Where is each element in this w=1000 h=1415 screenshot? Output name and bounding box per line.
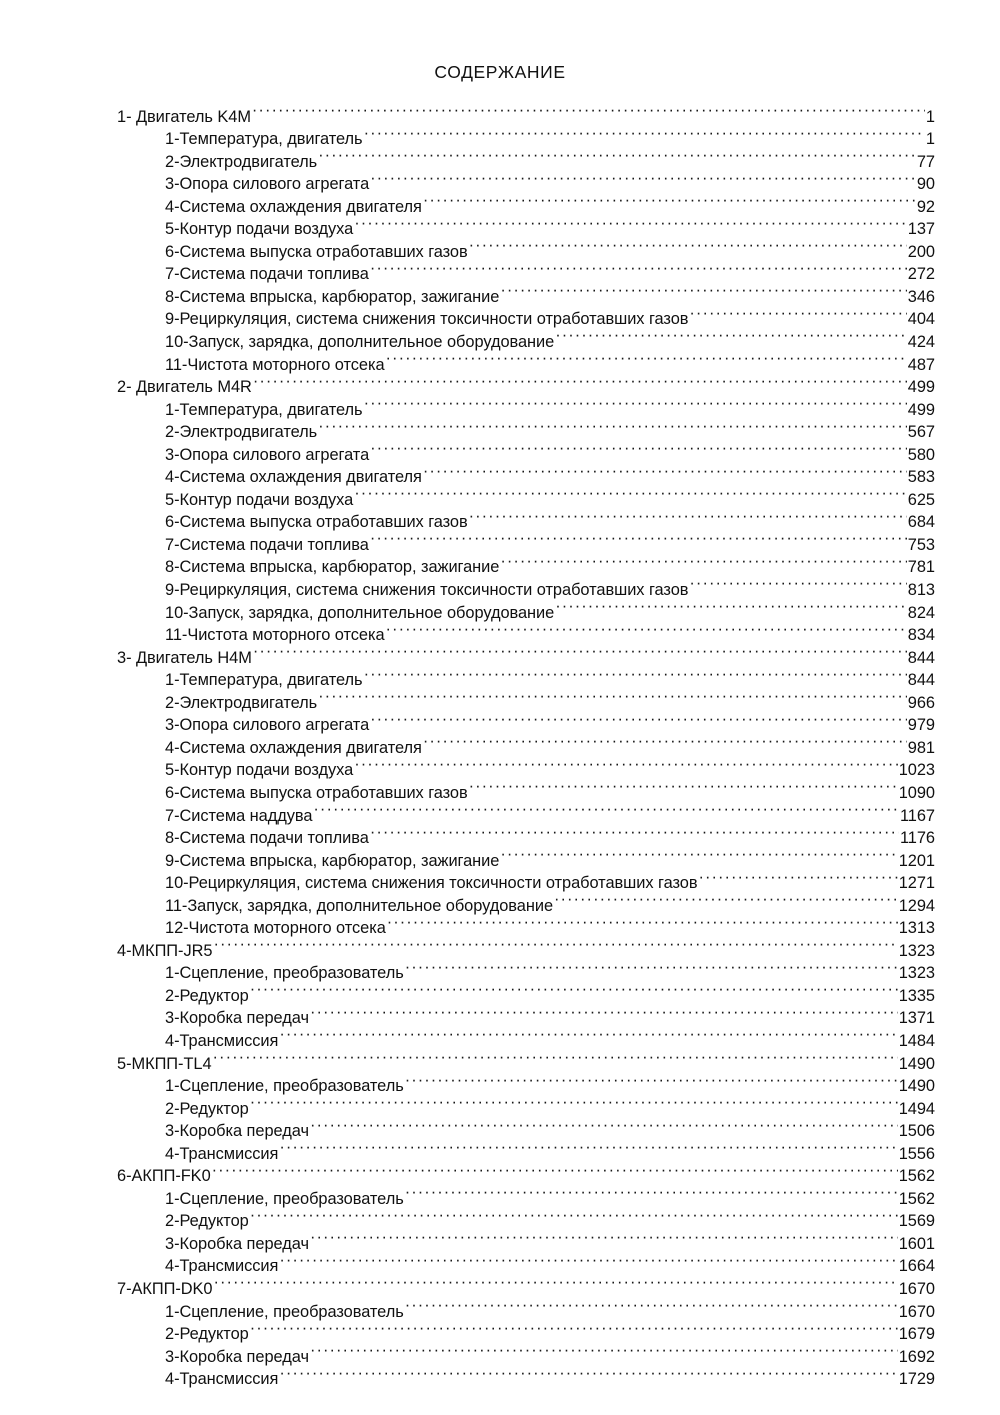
toc-entry-label: 6-Система выпуска отработавших газов	[165, 242, 468, 261]
toc-section-row[interactable]	[117, 933, 935, 960]
toc-entry-label: 3- Двигатель H4M	[117, 648, 252, 667]
dot-leader	[213, 1271, 897, 1294]
toc-section-row[interactable]	[117, 1046, 935, 1073]
dot-leader	[354, 753, 898, 776]
toc-entry-page-number: 583	[907, 468, 935, 487]
dot-leader	[554, 888, 898, 911]
toc-entry-page-number: 834	[907, 626, 935, 645]
dot-leader	[555, 324, 907, 347]
dot-leader	[354, 212, 907, 235]
dot-leader	[423, 189, 916, 212]
dot-leader	[370, 527, 907, 550]
toc-entry-label: 1- Двигатель K4M	[117, 107, 251, 126]
toc-entry-label: 4-Трансмиссия	[165, 1144, 279, 1163]
dot-leader	[364, 392, 907, 415]
toc-entry-page-number: 1729	[898, 1370, 935, 1389]
toc-entry-page-number: 753	[907, 535, 935, 554]
dot-leader	[310, 1226, 898, 1249]
toc-entry-page-number: 404	[907, 310, 935, 329]
dot-leader	[405, 1294, 898, 1317]
toc-entry-page-number: 844	[907, 671, 935, 690]
toc-entry-label: 1-Температура, двигатель	[165, 671, 363, 690]
toc-entry-page-number: 1601	[898, 1234, 935, 1253]
toc-entry-label: 2-Редуктор	[165, 1325, 249, 1344]
toc-entry-page-number: 1	[925, 107, 935, 126]
toc-entry-label: 10-Запуск, зарядка, дополнительное оборудование	[165, 603, 555, 622]
toc-entry-label: 6-АКПП-FK0	[117, 1167, 211, 1186]
toc-entry-page-number: 1562	[898, 1189, 935, 1208]
toc-entry-label: 8-Система впрыска, карбюратор, зажигание	[165, 558, 500, 577]
toc-entry-label: 4-МКПП-JR5	[117, 941, 213, 960]
toc-entry-label: 7-Система наддува	[165, 806, 313, 825]
toc-entry-label: 7-АКПП-DK0	[117, 1279, 213, 1298]
toc-entry-page-number: 90	[916, 175, 935, 194]
toc-entry-label: 1-Температура, двигатель	[165, 130, 363, 149]
dot-leader	[386, 618, 907, 641]
toc-entry-page-number: 1494	[898, 1099, 935, 1118]
dot-leader	[250, 978, 898, 1001]
toc-entry-page-number: 499	[907, 400, 935, 419]
toc-entry-label: 3-Опора силового агрегата	[165, 175, 370, 194]
toc-entry-label: 3-Коробка передач	[165, 1122, 309, 1141]
toc-entry-label: 4-Трансмиссия	[165, 1257, 279, 1276]
dot-leader	[313, 798, 899, 821]
toc-entry-label: 11-Чистота моторного отсека	[165, 355, 385, 374]
dot-leader	[354, 482, 907, 505]
dot-leader	[370, 708, 907, 731]
toc-entry-page-number: 346	[907, 287, 935, 306]
table-of-contents	[117, 99, 935, 1389]
toc-entry-label: 2-Электродвигатель	[165, 423, 318, 442]
dot-leader	[469, 505, 907, 528]
dot-leader	[310, 1001, 898, 1024]
toc-entry-page-number: 813	[907, 581, 935, 600]
dot-leader	[279, 1023, 897, 1046]
toc-entry-page-number: 625	[907, 490, 935, 509]
dot-leader	[318, 415, 907, 438]
dot-leader	[279, 1136, 897, 1159]
toc-entry-label: 6-Система выпуска отработавших газов	[165, 783, 468, 802]
dot-leader	[213, 1046, 898, 1069]
toc-entry-page-number: 1484	[898, 1031, 935, 1050]
toc-entry-page-number: 1556	[898, 1144, 935, 1163]
dot-leader	[370, 257, 907, 280]
toc-entry-page-number: 1490	[898, 1054, 935, 1073]
dot-leader	[386, 347, 907, 370]
toc-section-row[interactable]	[117, 1271, 935, 1298]
toc-entry-label: 4-Система охлаждения двигателя	[165, 468, 422, 487]
toc-entry-page-number: 77	[916, 152, 935, 171]
dot-leader	[689, 302, 906, 325]
toc-section-row[interactable]	[117, 99, 935, 126]
toc-entry-page-number: 424	[907, 333, 935, 352]
toc-entry-label: 1-Сцепление, преобразователь	[165, 1189, 404, 1208]
dot-leader	[423, 730, 907, 753]
toc-entry-page-number: 1294	[898, 896, 935, 915]
toc-entry-page-number: 92	[916, 197, 935, 216]
toc-entry-label: 2-Электродвигатель	[165, 152, 318, 171]
toc-entry-label: 11-Запуск, зарядка, дополнительное оборудование	[165, 896, 554, 915]
toc-entry-label: 2-Редуктор	[165, 986, 249, 1005]
toc-entry-page-number: 1176	[899, 829, 935, 848]
dot-leader	[364, 122, 925, 145]
dot-leader	[500, 843, 897, 866]
dot-leader	[555, 595, 907, 618]
toc-entry-label: 10-Запуск, зарядка, дополнительное оборудование	[165, 333, 555, 352]
toc-entry-page-number: 1670	[898, 1302, 935, 1321]
toc-entry-label: 9-Система впрыска, карбюратор, зажигание	[165, 851, 500, 870]
toc-entry-label: 5-Контур подачи воздуха	[165, 490, 354, 509]
toc-entry-label: 9-Рециркуляция, система снижения токсичности отработавших газов	[165, 581, 689, 600]
dot-leader	[405, 1181, 898, 1204]
dot-leader	[318, 144, 916, 167]
dot-leader	[250, 1091, 898, 1114]
toc-entry-label: 3-Опора силового агрегата	[165, 445, 370, 464]
toc-entry-label: 1-Температура, двигатель	[165, 400, 363, 419]
toc-entry-page-number: 1490	[898, 1077, 935, 1096]
dot-leader	[698, 866, 897, 889]
toc-entry-page-number: 1664	[898, 1257, 935, 1276]
toc-entry-label: 4-Система охлаждения двигателя	[165, 197, 422, 216]
dot-leader	[250, 1317, 898, 1340]
toc-entry-page-number: 1506	[898, 1122, 935, 1141]
toc-entry-label: 8-Система впрыска, карбюратор, зажигание	[165, 287, 500, 306]
toc-entry-label: 1-Сцепление, преобразователь	[165, 1302, 404, 1321]
toc-entry-page-number: 824	[907, 603, 935, 622]
dot-leader	[370, 437, 907, 460]
dot-leader	[212, 1159, 898, 1182]
toc-entry-label: 3-Коробка передач	[165, 1234, 309, 1253]
toc-entry-page-number: 1313	[898, 919, 935, 938]
toc-entry-page-number: 1562	[898, 1167, 935, 1186]
toc-entry-label: 5-МКПП-TL4	[117, 1054, 212, 1073]
toc-entry-page-number: 1323	[898, 941, 935, 960]
toc-entry-page-number: 272	[907, 265, 935, 284]
toc-entry-row[interactable]	[117, 1069, 935, 1096]
toc-entry-label: 2-Электродвигатель	[165, 693, 318, 712]
toc-entry-page-number: 1	[925, 130, 935, 149]
dot-leader	[253, 370, 907, 393]
toc-entry-label: 3-Коробка передач	[165, 1009, 309, 1028]
toc-entry-page-number: 781	[907, 558, 935, 577]
dot-leader	[469, 775, 898, 798]
toc-entry-page-number: 1679	[898, 1325, 935, 1344]
toc-entry-page-number: 1569	[898, 1212, 935, 1231]
dot-leader	[423, 460, 907, 483]
dot-leader	[279, 1362, 897, 1385]
dot-leader	[370, 821, 899, 844]
dot-leader	[213, 933, 897, 956]
dot-leader	[500, 550, 906, 573]
toc-entry-label: 12-Чистота моторного отсека	[165, 919, 386, 938]
toc-entry-label: 6-Система выпуска отработавших газов	[165, 513, 468, 532]
dot-leader	[405, 1069, 898, 1092]
toc-entry-row[interactable]	[117, 956, 935, 983]
dot-leader	[689, 572, 906, 595]
dot-leader	[318, 685, 907, 708]
toc-entry-page-number: 567	[907, 423, 935, 442]
toc-entry-label: 5-Контур подачи воздуха	[165, 761, 354, 780]
toc-entry-row[interactable]	[117, 1181, 935, 1208]
toc-entry-page-number: 1335	[898, 986, 935, 1005]
toc-entry-label: 2-Редуктор	[165, 1099, 249, 1118]
dot-leader	[250, 1204, 898, 1227]
dot-leader	[310, 1339, 898, 1362]
page-title: СОДЕРЖАНИЕ	[434, 62, 566, 82]
toc-entry-page-number: 981	[907, 738, 935, 757]
toc-entry-page-number: 966	[907, 693, 935, 712]
toc-entry-page-number: 1271	[898, 874, 935, 893]
dot-leader	[500, 279, 906, 302]
toc-entry-label: 1-Сцепление, преобразователь	[165, 1077, 404, 1096]
dot-leader	[370, 167, 916, 190]
toc-entry-page-number: 979	[907, 716, 935, 735]
toc-entry-label: 5-Контур подачи воздуха	[165, 220, 354, 239]
toc-entry-page-number: 487	[907, 355, 935, 374]
toc-entry-label: 4-Трансмиссия	[165, 1031, 279, 1050]
dot-leader	[387, 911, 898, 934]
toc-entry-label: 7-Система подачи топлива	[165, 535, 369, 554]
toc-entry-label: 10-Рециркуляция, система снижения токсичности отработавших газов	[165, 874, 698, 893]
toc-entry-page-number: 499	[907, 378, 935, 397]
toc-entry-page-number: 1692	[898, 1347, 935, 1366]
toc-entry-page-number: 1090	[898, 783, 935, 802]
toc-entry-label: 4-Система охлаждения двигателя	[165, 738, 422, 757]
toc-entry-page-number: 580	[907, 445, 935, 464]
toc-entry-page-number: 684	[907, 513, 935, 532]
toc-entry-page-number: 137	[907, 220, 935, 239]
toc-entry-page-number: 1201	[898, 851, 935, 870]
toc-entry-page-number: 844	[907, 648, 935, 667]
dot-leader	[405, 956, 898, 979]
dot-leader	[279, 1249, 897, 1272]
dot-leader	[364, 663, 907, 686]
toc-section-row[interactable]	[117, 1159, 935, 1186]
dot-leader	[252, 99, 925, 122]
toc-entry-label: 3-Опора силового агрегата	[165, 716, 370, 735]
toc-entry-page-number: 1167	[899, 806, 935, 825]
toc-entry-label: 2-Редуктор	[165, 1212, 249, 1231]
dot-leader	[469, 234, 907, 257]
toc-entry-page-number: 1670	[898, 1279, 935, 1298]
toc-entry-label: 11-Чистота моторного отсека	[165, 626, 385, 645]
toc-entry-page-number: 1371	[898, 1009, 935, 1028]
toc-entry-label: 2- Двигатель M4R	[117, 378, 252, 397]
dot-leader	[253, 640, 907, 663]
toc-entry-label: 1-Сцепление, преобразователь	[165, 964, 404, 983]
toc-entry-label: 7-Система подачи топлива	[165, 265, 369, 284]
toc-entry-row[interactable]	[117, 1294, 935, 1321]
dot-leader	[310, 1114, 898, 1137]
toc-entry-page-number: 1323	[898, 964, 935, 983]
toc-entry-page-number: 200	[907, 242, 935, 261]
toc-entry-label: 3-Коробка передач	[165, 1347, 309, 1366]
toc-entry-label: 8-Система подачи топлива	[165, 829, 369, 848]
toc-entry-page-number: 1023	[898, 761, 935, 780]
toc-entry-label: 9-Рециркуляция, система снижения токсичности отработавших газов	[165, 310, 689, 329]
toc-entry-label: 4-Трансмиссия	[165, 1370, 279, 1389]
